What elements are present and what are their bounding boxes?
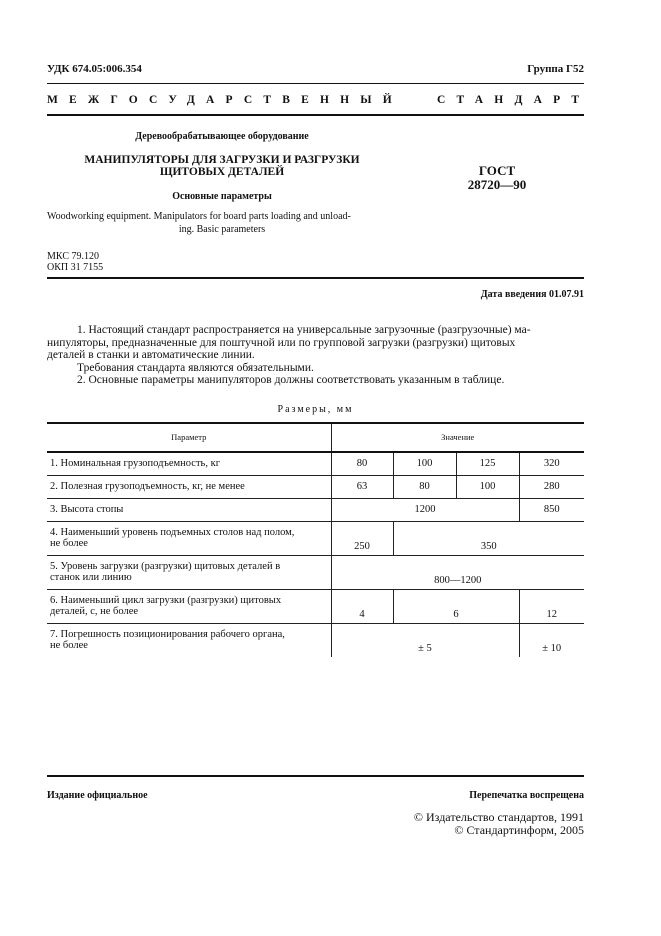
table-row xyxy=(47,475,584,498)
param-cell xyxy=(47,521,331,555)
param-cell xyxy=(47,589,331,623)
value-cell: 100 xyxy=(456,475,519,498)
group-code: Группа Г52 xyxy=(527,63,584,75)
copyright-line-1: © Издательство стандартов, 1991 xyxy=(413,810,584,824)
value-cell: 350 xyxy=(393,521,584,555)
param-line: 7. Погрешность позиционирования рабочего органа, xyxy=(50,629,285,641)
value-cell: 12 xyxy=(519,589,584,623)
para-1-line-1: 1. Настоящий стандарт распространяется на универсальные загрузочные (разгрузочные) ма- xyxy=(77,324,531,336)
classification-codes xyxy=(47,251,103,273)
param-cell: 3. Высота стопы xyxy=(47,498,331,521)
value-cell: 4 xyxy=(331,589,393,623)
table-row xyxy=(47,623,584,657)
subtitle: Основные параметры xyxy=(172,191,272,202)
value-cell: 280 xyxy=(519,475,584,498)
english-title-line-1: Woodworking equipment. Manipulators for board parts loading and unload- xyxy=(47,211,351,222)
param-cell: 2. Полезная грузоподъемность, кг, не менее xyxy=(47,475,331,498)
value-cell: 800—1200 xyxy=(331,555,584,589)
table-row xyxy=(47,521,584,555)
gost-label: ГОСТ xyxy=(478,163,516,178)
value-cell: 80 xyxy=(331,452,393,475)
param-line: 4. Наименьший уровень подъемных столов над полом, xyxy=(50,527,295,538)
intro-date: Дата введения 01.07.91 xyxy=(480,289,584,300)
param-line: деталей, с, не более xyxy=(50,606,139,617)
value-cell: ± 5 xyxy=(331,623,519,657)
english-title xyxy=(47,211,397,236)
mks-code: МКС 79.120 xyxy=(47,251,99,262)
footer-rule xyxy=(47,775,584,777)
value-cell: 6 xyxy=(393,589,519,623)
table-row xyxy=(47,589,584,623)
title-line-2: ЩИТОВЫХ ДЕТАЛЕЙ xyxy=(159,166,285,178)
para-1-line-2: нипуляторы, предназначенные для поштучной или по групповой загрузки (разгрузки) щитовых xyxy=(47,336,516,349)
title-line-1: МАНИПУЛЯТОРЫ ДЛЯ ЗАГРУЗКИ И РАЗГРУЗКИ xyxy=(84,154,360,166)
value-cell: 250 xyxy=(331,521,393,555)
table-row xyxy=(47,498,584,521)
value-cell: 100 xyxy=(393,452,456,475)
value-cell: 125 xyxy=(456,452,519,475)
english-title-line-2: ing. Basic parameters xyxy=(178,223,266,235)
param-line: не более xyxy=(50,640,88,652)
param-line: 5. Уровень загрузки (разгрузки) щитовых деталей в xyxy=(50,561,281,572)
header-parameter: Параметр xyxy=(47,423,331,452)
table-header-row xyxy=(47,423,584,452)
copyright-line-2: © Стандартинформ, 2005 xyxy=(454,822,584,837)
value-cell: 850 xyxy=(519,498,584,521)
param-cell xyxy=(47,623,331,657)
parameters-table xyxy=(47,422,584,657)
okp-code: ОКП 31 7155 xyxy=(47,262,104,273)
header-value: Значение xyxy=(331,423,584,452)
top-rule xyxy=(47,83,584,84)
official-edition: Издание официальное xyxy=(47,790,148,801)
para-1-line-3: деталей в станки и автоматические линии. xyxy=(47,349,255,361)
value-cell: 320 xyxy=(519,452,584,475)
body-text xyxy=(47,324,584,387)
param-cell: 1. Номинальная грузоподъемность, кг xyxy=(47,452,331,475)
interstate-heading: МЕЖГОСУДАРСТВЕННЫЙ xyxy=(47,94,403,106)
table-row xyxy=(47,555,584,589)
standard-heading: СТАНДАРТ xyxy=(437,94,591,106)
gost-designation xyxy=(452,164,542,192)
para-2: Требования стандарта являются обязательными. xyxy=(77,361,314,374)
table-row xyxy=(47,452,584,475)
heading-rule xyxy=(47,114,584,116)
category-label: Деревообрабатывающее оборудование xyxy=(135,131,309,142)
codes-rule xyxy=(47,277,584,279)
copyright-block xyxy=(414,811,584,836)
reprint-prohibited: Перепечатка воспрещена xyxy=(469,790,584,801)
value-cell: 1200 xyxy=(331,498,519,521)
param-line: не более xyxy=(50,538,88,549)
document-title xyxy=(47,154,397,178)
param-cell xyxy=(47,555,331,589)
value-cell: 80 xyxy=(393,475,456,498)
gost-number: 28720—90 xyxy=(467,177,527,192)
param-line: станок или линию xyxy=(50,572,132,583)
para-3: 2. Основные параметры манипуляторов должны соответствовать указанным в таблице. xyxy=(77,374,505,386)
value-cell: ± 10 xyxy=(519,623,584,657)
value-cell: 63 xyxy=(331,475,393,498)
table-caption: Размеры, мм xyxy=(277,404,354,415)
udk-code: УДК 674.05:006.354 xyxy=(47,63,142,75)
param-line: 6. Наименьший цикл загрузки (разгрузки) щитовых xyxy=(50,595,282,606)
